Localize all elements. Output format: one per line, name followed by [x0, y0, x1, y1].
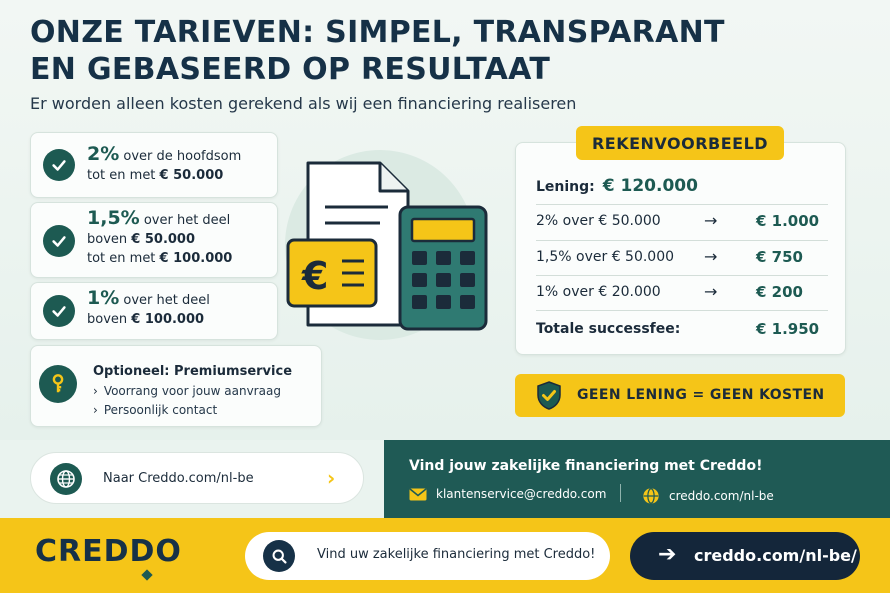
chevron-right-icon: ›: [93, 403, 98, 417]
loan-amount: € 120.000: [602, 176, 698, 196]
tier-text: 1% over het deel boven € 100.000: [87, 287, 210, 327]
logo-diamond-icon: [141, 569, 152, 580]
tier-text: 2% over de hoofdsom tot en met € 50.000: [87, 143, 242, 183]
email-link[interactable]: klantenservice@creddo.com: [409, 487, 606, 501]
no-loan-no-cost-banner: GEEN LENING = GEEN KOSTEN: [515, 374, 845, 417]
tier-percentage: 2%: [87, 143, 120, 165]
website-link-button[interactable]: [30, 452, 364, 504]
chevron-right-icon: ›: [327, 466, 336, 490]
globe-icon: [50, 463, 82, 495]
globe-icon: [642, 487, 660, 505]
search-pill-label: Vind uw zakelijke financiering met Creddo!: [317, 547, 596, 562]
cta-label: creddo.com/nl-be/: [694, 546, 857, 565]
search-icon: [263, 540, 295, 572]
arrow-right-icon: →: [704, 211, 718, 230]
premium-title: Optioneel: Premiumservice: [93, 364, 293, 379]
check-icon: [43, 225, 75, 257]
website-link[interactable]: creddo.com/nl-be: [642, 487, 774, 505]
tier-percentage: 1,5%: [87, 207, 140, 229]
shield-check-icon: [535, 380, 563, 411]
loan-amount-row: Lening: € 120.000: [536, 176, 698, 196]
calculation-row: 2% over € 50.000 → € 1.000: [536, 211, 820, 230]
calculation-example-badge: REKENVOORBEELD: [576, 126, 784, 160]
total-fee-label: Totale successfee:: [536, 321, 681, 337]
divider: [620, 484, 621, 502]
check-icon: [43, 149, 75, 181]
total-fee-value: € 1.950: [756, 320, 820, 338]
tier-card: [30, 282, 278, 340]
tier-percentage: 1%: [87, 287, 120, 309]
page-title: ONZE TARIEVEN: SIMPEL, TRANSPARANT EN GEBASEERD OP RESULTAAT: [30, 15, 725, 87]
mail-icon: [409, 488, 427, 501]
creddo-logo[interactable]: CREDDO: [35, 534, 182, 569]
calculation-row: 1,5% over € 50.000 → € 750: [536, 247, 803, 266]
arrow-right-icon: →: [704, 282, 718, 301]
tier-card: [30, 132, 278, 198]
contact-panel: [384, 440, 890, 518]
chevron-right-icon: ›: [93, 384, 98, 398]
tier-text: 1,5% over het deel boven € 50.000 tot en met € 100.000: [87, 207, 233, 266]
page-subtitle: Er worden alleen kosten gerekend als wij een financiering realiseren: [30, 94, 577, 113]
list-item: › Voorrang voor jouw aanvraag: [93, 384, 281, 398]
calculation-row: 1% over € 20.000 → € 200: [536, 282, 803, 301]
check-icon: [43, 295, 75, 327]
search-pill[interactable]: [245, 532, 610, 580]
divider: [536, 310, 828, 311]
svg-text:€: €: [302, 254, 329, 298]
key-icon: [39, 365, 77, 403]
premium-service-card: [30, 345, 322, 427]
list-item: › Persoonlijk contact: [93, 403, 218, 417]
arrow-right-icon: ➔: [658, 542, 677, 567]
contact-heading: Vind jouw zakelijke financiering met Creddo!: [409, 458, 763, 474]
arrow-right-icon: →: [704, 247, 718, 266]
footer-bar: [0, 518, 890, 593]
website-cta-button[interactable]: [630, 532, 860, 580]
tier-card: [30, 202, 278, 278]
invoice-calculator-illustration: [280, 145, 500, 345]
website-link-label: Naar Creddo.com/nl-be: [103, 471, 254, 486]
